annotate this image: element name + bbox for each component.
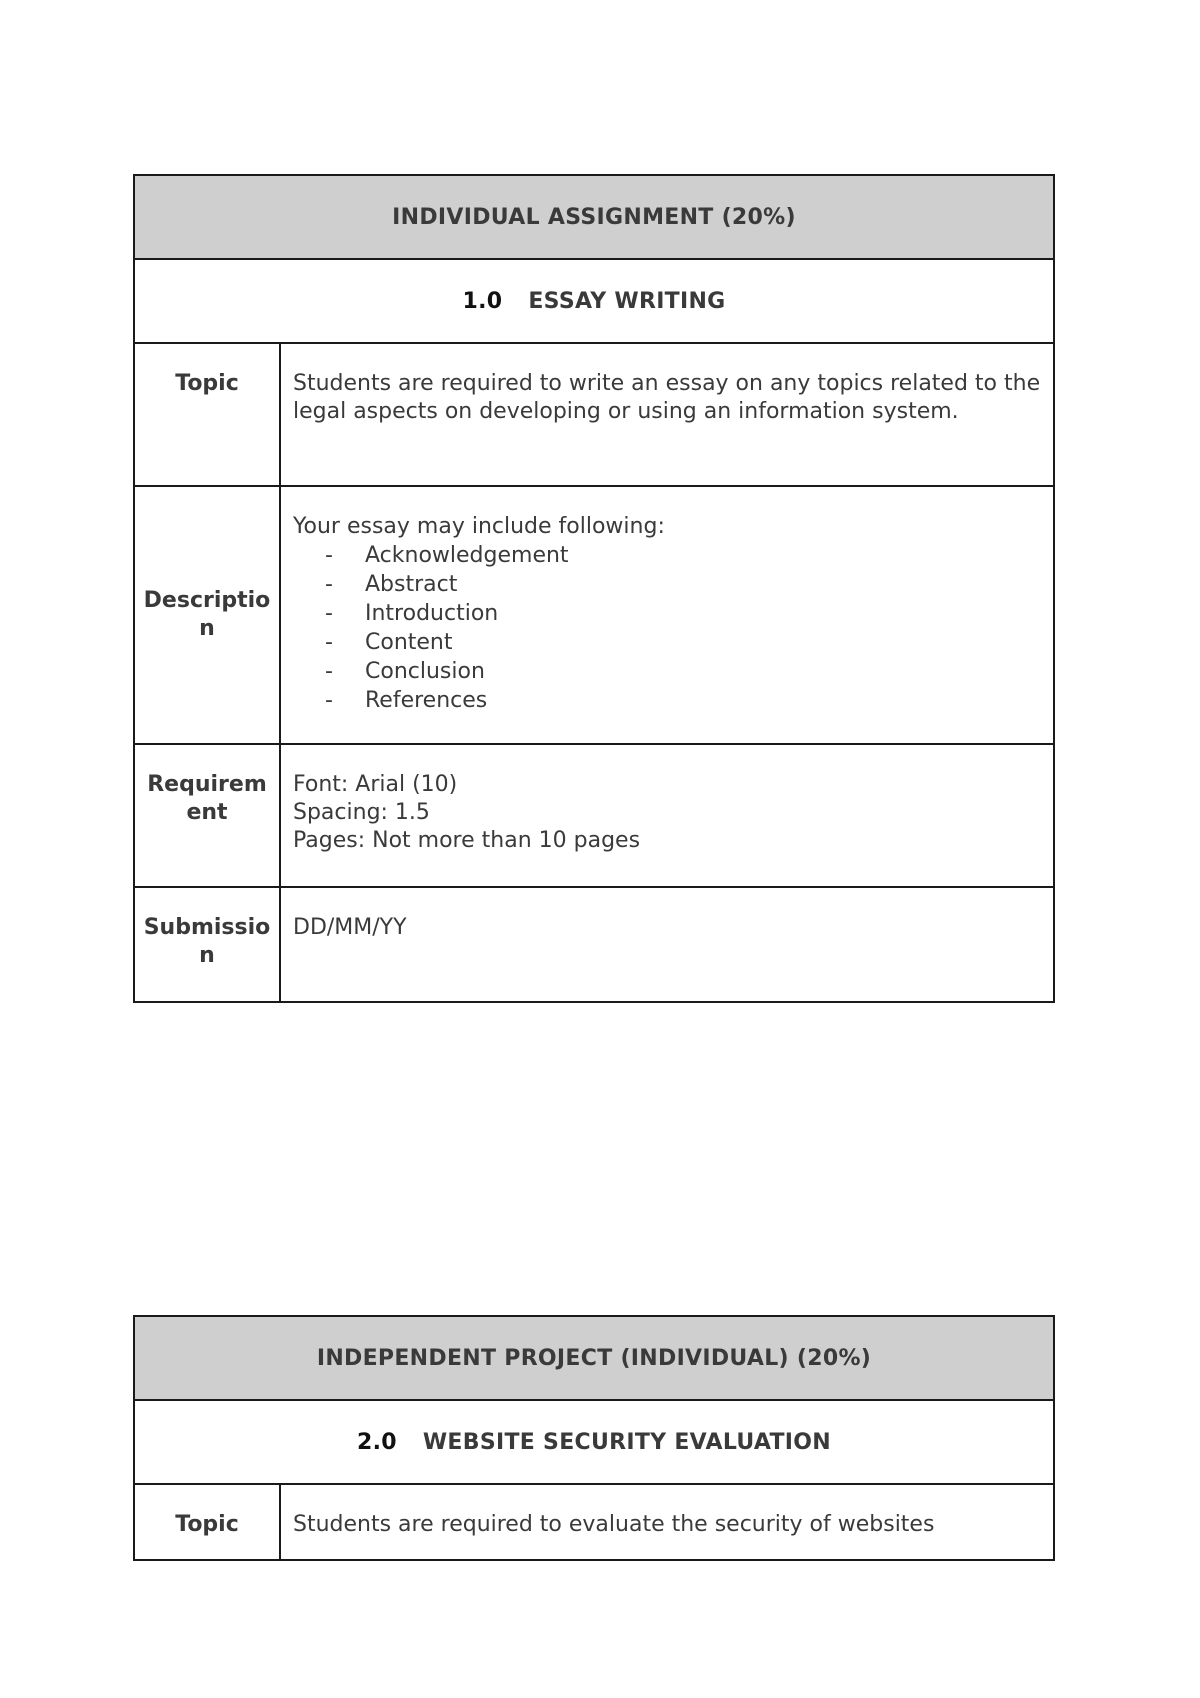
topic-text: Students are required to evaluate the security of websites: [280, 1484, 1054, 1560]
section-heading: [134, 259, 1054, 343]
requirement-spacing: Spacing: 1.5: [293, 800, 430, 825]
requirement-label: Requirement: [134, 744, 280, 887]
topic-text: Students are required to write an essay on any topics related to the legal aspects on developing or using an information system.: [280, 343, 1054, 486]
list-item: - Conclusion: [325, 659, 485, 684]
requirement-font: Font: Arial (10): [293, 772, 458, 797]
list-item: - Content: [325, 630, 453, 655]
topic-label: Topic: [134, 1484, 280, 1560]
topic-label: Topic: [134, 343, 280, 486]
assignment-header: INDIVIDUAL ASSIGNMENT (20%): [134, 175, 1054, 259]
description-content: [280, 486, 1054, 744]
independent-project-table: [133, 1315, 1055, 1561]
submission-label: Submission: [134, 887, 280, 1002]
requirement-pages: Pages: Not more than 10 pages: [293, 828, 641, 853]
section-number: 1.0: [462, 288, 503, 314]
list-item: - Abstract: [325, 572, 458, 597]
assignment-header: INDEPENDENT PROJECT (INDIVIDUAL) (20%): [134, 1316, 1054, 1400]
list-item: - Introduction: [325, 601, 499, 626]
requirement-content: [280, 744, 1054, 887]
list-item: - References: [325, 688, 488, 713]
section-title: WEBSITE SECURITY EVALUATION: [422, 1429, 831, 1455]
list-item: - Acknowledgement: [325, 543, 569, 568]
submission-date: DD/MM/YY: [280, 887, 1054, 1002]
description-label: Description: [134, 486, 280, 744]
description-list: [293, 541, 1043, 715]
section-heading: [134, 1400, 1054, 1484]
individual-assignment-table: [133, 174, 1055, 1003]
description-intro: Your essay may include following:: [293, 514, 665, 539]
section-title: ESSAY WRITING: [528, 288, 726, 314]
section-number: 2.0: [356, 1429, 397, 1455]
